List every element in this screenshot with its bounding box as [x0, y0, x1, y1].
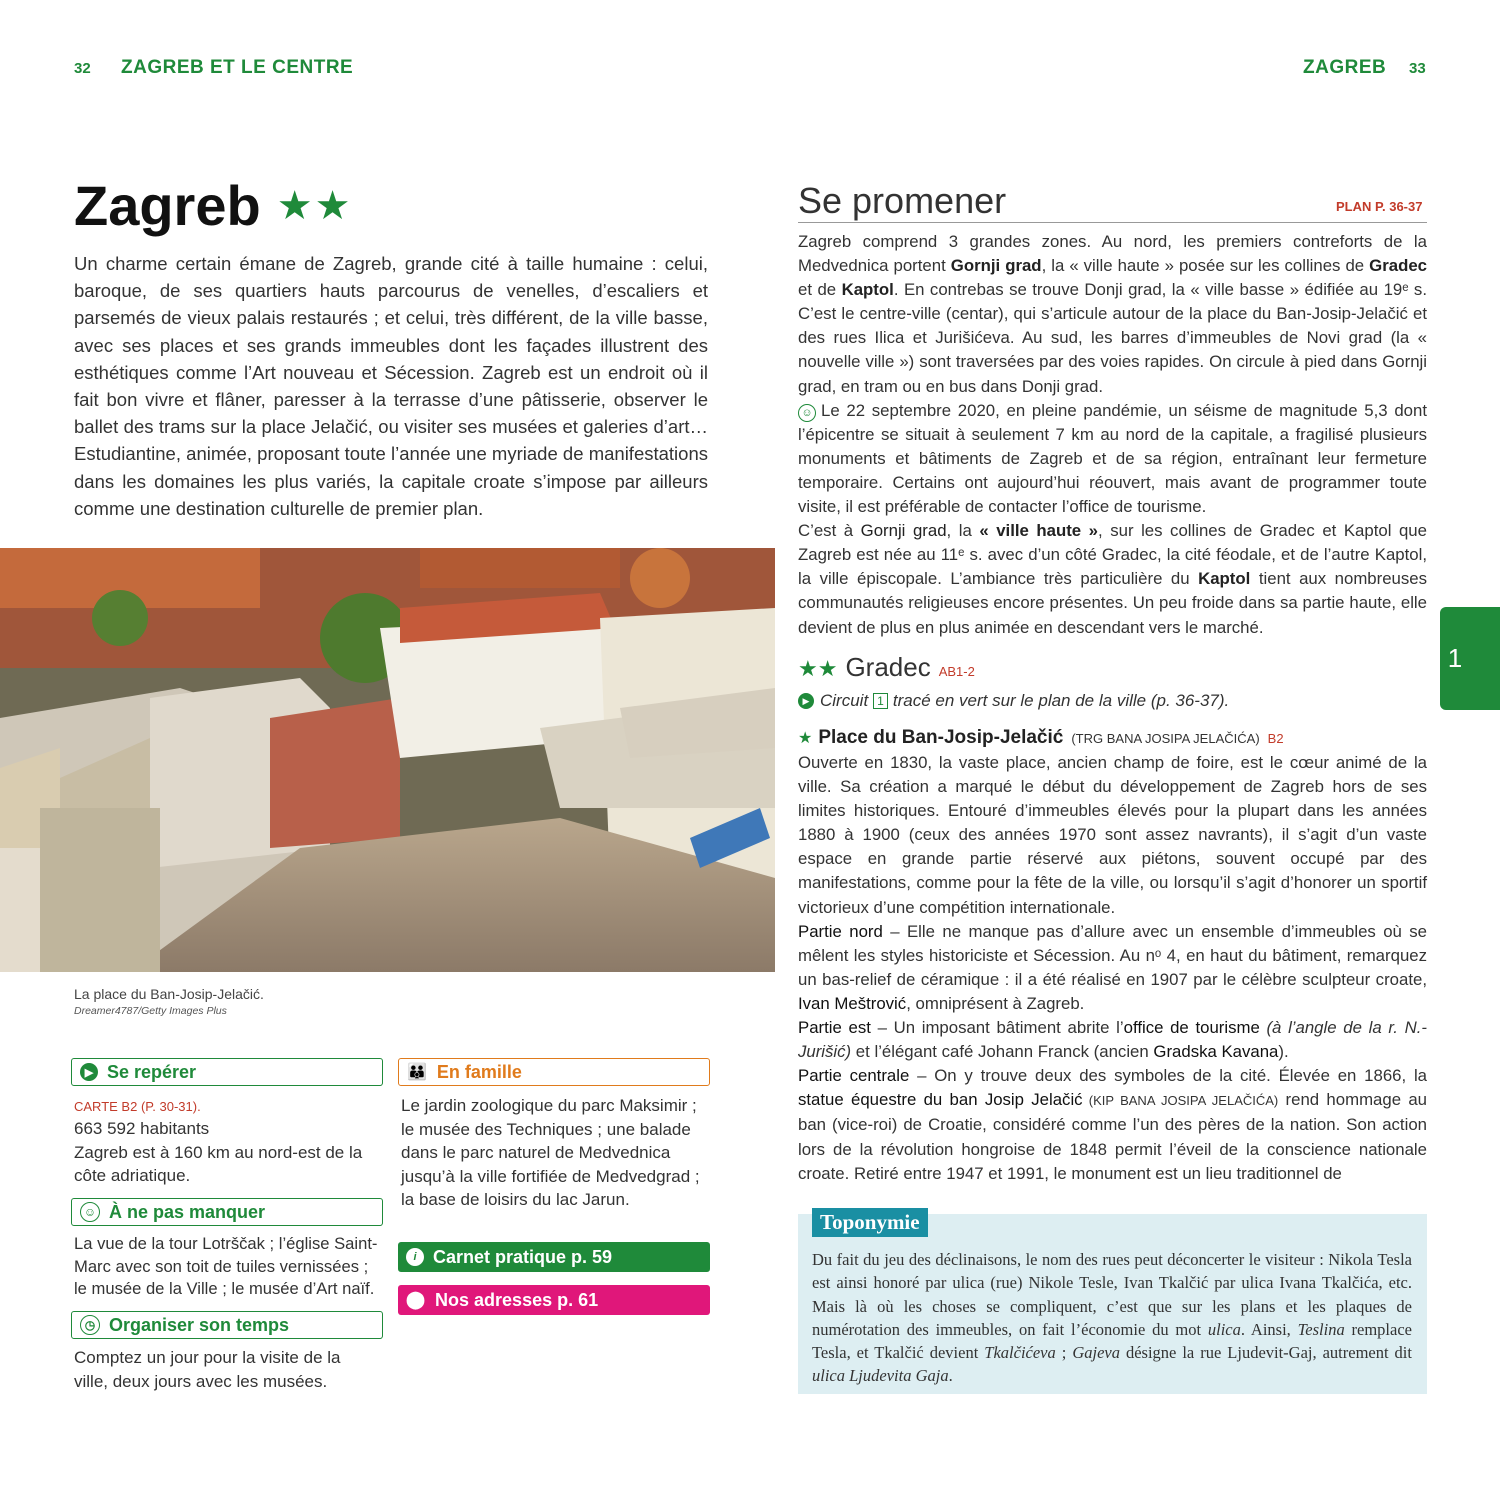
- info-icon: i: [406, 1248, 424, 1266]
- family-icon: 👪: [407, 1064, 427, 1081]
- population-line: 663 592 habitants: [74, 1119, 210, 1138]
- organiser-title: Organiser son temps: [109, 1314, 290, 1335]
- location-pin-icon: ⬤: [406, 1290, 426, 1309]
- circuit-line: ▶ Circuit 1 tracé en vert sur le plan de la ville (p. 36-37).: [798, 691, 1229, 711]
- rating-stars-icon: ★★: [276, 184, 353, 228]
- organiser-body: Comptez un jour pour la visite de la ville, deux jours avec les musées.: [74, 1348, 341, 1391]
- en-famille-title: En famille: [436, 1061, 522, 1082]
- section-title: Se promener: [798, 180, 1007, 221]
- se-reperer-body: [74, 1117, 382, 1188]
- nos-adresses-label: Nos adresses p. 61: [435, 1289, 599, 1310]
- carnet-pratique-label: Carnet pratique p. 59: [433, 1246, 613, 1267]
- place-title: Place du Ban-Josip-Jelačić: [818, 727, 1064, 748]
- nos-adresses-link[interactable]: [398, 1285, 710, 1315]
- ne-pas-manquer-header: [71, 1198, 383, 1226]
- city-photo-illustration: [0, 548, 775, 972]
- toponymie-box: [798, 1210, 1427, 1394]
- place-map-ref: B2: [1267, 731, 1284, 746]
- ne-pas-manquer-body: La vue de la tour Lotrščak ; l’église Saint-Marc avec son toit de tuiles vernissées ; le musée de la Ville ; le musée d’Art naïf.: [74, 1234, 378, 1298]
- smiley-icon: ☺: [798, 404, 816, 422]
- gradec-map-ref: AB1-2: [938, 664, 975, 679]
- place-text: [798, 751, 1427, 1186]
- place-description: Ouverte en 1830, la vaste place, ancien champ de foire, est le cœur animé de la ville. Sa création a marqué le début du développement de Zagreb hors de ses limites historiques. Entouré d’immeubles élevés pour la plupart dans les années 1880 à 1900 (ceux des années 1970 sont assez navrants), il s’agit d’un vaste espace en grande partie réservé aux piétons, souvent occupé par des manifestations, comme pour la fête de la ville, ou lorsqu’il s’agit d’honorer un sportif victorieux d’une compétition internationale.: [798, 753, 1427, 917]
- gradec-heading: [798, 652, 975, 683]
- photo-credit: Dreamer4787/Getty Images Plus: [74, 1005, 227, 1017]
- play-icon: ▶: [798, 693, 814, 709]
- circuit-number-badge: 1: [873, 693, 888, 709]
- se-reperer-title: Se repérer: [107, 1061, 197, 1082]
- left-running-head: ZAGREB ET LE CENTRE: [121, 57, 354, 78]
- section-rule: [798, 222, 1427, 223]
- promener-text: [798, 230, 1427, 640]
- play-icon: ▶: [80, 1063, 98, 1081]
- intro-paragraph: Un charme certain émane de Zagreb, grande cité à taille humaine : celui, baroque, de ses quartiers hauts parcourus de venelles, d’escaliers et parsemés de vieux palais restaurés ; et celui, très différent, de la ville basse, avec ses places et ses grands immeubles dont les façades illustrent des esthétiques comme l’Art nouveau et Sécession. Zagreb est un endroit où il fait bon vivre et flâner, paresser à la terrasse d’une pâtisserie, observer le ballet des trams sur la place Jelačić, ou visiter ses musées et galeries d’art… Estudiantine, animée, proposant toute l’année une myriade de manifestations dans les domaines les plus variés, la capitale croate s’impose par ailleurs comme une destination culturelle de premier plan.: [74, 253, 708, 519]
- chapter-tab[interactable]: [1440, 607, 1500, 710]
- en-famille-header: [398, 1058, 710, 1086]
- smiley-icon: ☺: [80, 1202, 100, 1222]
- photo-caption: La place du Ban-Josip-Jelačić.: [74, 986, 264, 1002]
- place-local-name: (TRG BANA JOSIPA JELAČIĆA): [1071, 731, 1260, 746]
- carnet-pratique-link[interactable]: [398, 1242, 710, 1272]
- rating-stars-icon: ★★: [798, 656, 838, 681]
- right-running-head: ZAGREB: [1303, 57, 1387, 78]
- star-icon: ★: [798, 730, 813, 747]
- se-reperer-header: [71, 1058, 383, 1086]
- toponymie-heading-wrap: [812, 1208, 928, 1237]
- toponymie-heading: Toponymie: [812, 1208, 928, 1237]
- gornji-grad-paragraph: C’est à Gornji grad, la « ville haute », sur les collines de Gradec et Kaptol que Zagreb est née au 11ᵉ s. avec d’un côté Gradec, la cité féodale, et de l’autre Kaptol, la ville épiscopale. L’ambiance très particulière du Kaptol tient aux nombreuses communautés religieuses encore présentes. Un peu froide dans sa partie haute, elle devient de plus en plus animée en descendant vers le marché.: [798, 521, 1428, 637]
- zones-paragraph: Zagreb comprend 3 grandes zones. Au nord, les premiers contreforts de la Medvednica portent Gornji grad, la « ville haute » posée sur les collines de Gradec et de Kaptol. En contrebas se trouve Donji grad, la « ville basse » édifiée au 19ᵉ s. C’est le centre-ville (centar), qui s’articule autour de la place du Ban-Josip-Jelačić et des rues Ilica et Jurišićeva. Au sud, les barres d’immeubles de Novi grad (la « nouvelle ville ») sont traversées par des voies rapides. On circule à pied dans Gornji grad, en tram ou en bus dans Donji grad.: [798, 232, 1427, 396]
- gradec-title: Gradec: [845, 652, 931, 682]
- en-famille-body: Le jardin zoologique du parc Maksimir ; le musée des Techniques ; une balade dans le parc naturel de Medvednica jusqu’à la ville fortifiée de Medvedgrad ; la base de loisirs du lac Jarun.: [401, 1096, 700, 1209]
- ne-pas-manquer-title: À ne pas manquer: [109, 1201, 266, 1222]
- plan-reference: PLAN P. 36-37: [1336, 199, 1423, 214]
- place-heading: [798, 727, 1284, 749]
- clock-icon: ◷: [80, 1315, 100, 1335]
- partie-est-paragraph: Partie est – Un imposant bâtiment abrite l’office de tourisme (à l’angle de la r. N.-Jurišić) et l’élégant café Johann Franck (ancien Gradska Kavana).: [798, 1018, 1427, 1062]
- page-title: Zagreb: [74, 174, 261, 237]
- organiser-header: [71, 1311, 383, 1339]
- toponymie-text: Du fait du jeu des déclinaisons, le nom des rues peut déconcerter le visiteur : Nikola Tesla est ainsi honoré par ulica (rue) Nikole Tesle, Ivan Tkalčić par ulica Ivana Tkalčića, etc. Mais là où les choses se compliquent, c’est que sur les plans et les plaques de numérotation des immeubles, on fait l’économie du mot ulica. Ainsi, Teslina remplace Tesla, et Tkalčić devient Tkalčićeva ; Gajeva désigne la rue Ljudevit-Gaj, autrement dit ulica Ljudevita Gaja.: [812, 1250, 1412, 1386]
- right-page-number: 33: [1409, 60, 1426, 77]
- location-line: Zagreb est à 160 km au nord-est de la côte adriatique.: [74, 1142, 363, 1185]
- photo-jelacic-square: [0, 548, 775, 972]
- carte-reference: CARTE B2 (P. 30-31).: [74, 1099, 201, 1114]
- partie-centrale-paragraph: Partie centrale – On y trouve deux des symboles de la cité. Élevée en 1866, la statue équestre du ban Josip Jelačić (KIP BANA JOSIPA JELAČIĆA) rend hommage au ban (vice-roi) de Croatie, considéré comme l’un des pères de la nation. Son action lors de la révolution hongroise de 1848 permit l’éveil de la conscience nationale croate. Retiré entre 1947 et 1991, le monument est un lieu traditionnel de: [798, 1066, 1428, 1183]
- left-page-number: 32: [74, 60, 91, 77]
- partie-nord-paragraph: Partie nord – Elle ne manque pas d’allure avec un ensemble d’immeubles où se mêlent les styles historiciste et Sécession. Au nᵒ 4, en haut du bâtiment, remarquez un bas-relief de céramique : il a été réalisé en 1907 par le célèbre sculpteur croate, Ivan Meštrović, omniprésent à Zagreb.: [798, 921, 1427, 1013]
- earthquake-paragraph: ☺ Le 22 septembre 2020, en pleine pandémie, un séisme de magnitude 5,3 dont l’épicentre se situait à seulement 7 km au nord de la capitale, a fragilisé plusieurs monuments et bâtiments de Zagreb et de sa région, entraînant leur fermeture temporaire. Certains ont aujourd’hui réouvert, mais avant de programmer toute visite, il est préférable de contacter l’office de tourisme.: [798, 400, 1427, 517]
- chapter-number: 1: [1447, 643, 1463, 673]
- title-block: [74, 174, 353, 237]
